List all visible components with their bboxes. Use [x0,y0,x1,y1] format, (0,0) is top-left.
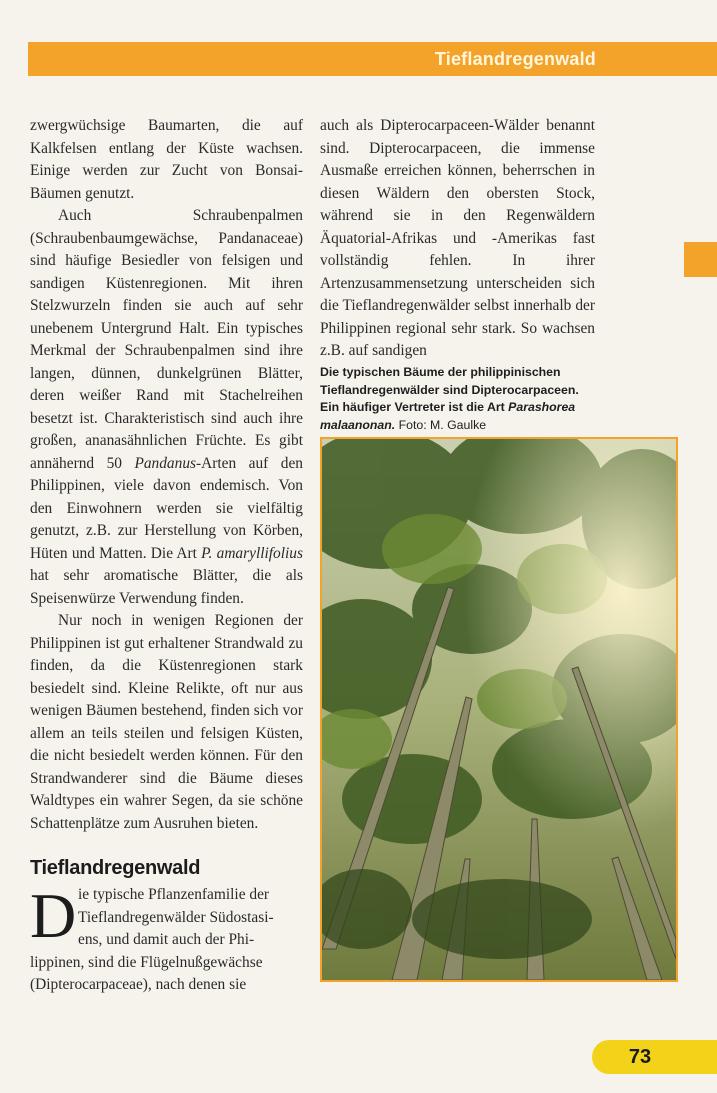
right-column [320,115,595,363]
text-line: Tieflandregenwälder Südostasi- [78,908,274,926]
left-column [30,115,303,835]
page-number: 73 [592,1040,688,1074]
photo-credit: Foto: M. Gaulke [395,417,487,432]
paragraph: zwergwüchsige Baumarten, die auf Kalkfelsen entlang der Küste wachsen. Einige werden zur Zucht von Bonsai-Bäumen genutzt. [30,117,303,202]
paragraph: Nur noch in wenigen Regionen der Philippinen ist gut erhaltener Strandwald zu finden, da die Küstenregionen stark besiedelt sind. Kleine Relikte, oft nur aus wenigen Bäumen bestehend, finden sich vor allem an teils steilen und felsigen Küsten, die nicht besiedelt werden können. Für den Strandwanderer sind die Bäume dieses Waldtypes ein wahrer Segen, da sie schöne Schattenplätze zum Ausruhen bieten. [30,612,303,832]
drop-cap: D [30,880,77,951]
section-body [30,880,303,997]
paragraph: Auch Schraubenpalmen (Schraubenbaumgewächse, Pandanaceae) sind häufige Besiedler von felsigen und sandigen Küstenregionen. Mit ihren Stelzwurzeln finden sie auch auf sehr unebenem Untergrund Halt. Ein typisches Merkmal der Schraubenpalmen sind ihre langen, dünnen, dunkelgrünen Blätter, deren weißer Rand mit Stachelreihen besetzt ist. Charakteristisch sind auch ihre großen, ananasähnlichen Früchte. Es gibt annähernd 50 Pandanus-Arten auf den Philippinen, viele davon endemisch. Von den Einwohnern werden sie vielfältig genutzt, z.B. zur Herstellung von Körben, Hüten und Matten. Die Art P. amaryllifolius hat sehr aromatische Blätter, die als Speisenwürze Verwendung finden. [30,207,303,607]
photo-caption [320,364,595,434]
header-bar [28,42,717,76]
text-line: (Dipterocarpaceae), nach denen sie [30,976,247,993]
section-heading: Tieflandregenwald [30,857,201,879]
forest-canopy-illustration [322,439,676,980]
running-header-title: Tieflandregenwald [434,49,596,69]
forest-photo [320,437,678,982]
chapter-side-tab [684,242,717,277]
paragraph: auch als Dipterocarpaceen-Wälder benannt sind. Dipterocarpaceen, die immense Ausmaße erreichen können, beherrschen in diesen Wäldern den obersten Stock, während sie in den Regenwäldern Äquatorial-Afrikas und -Amerikas fast vollständig fehlen. In ihrer Artenzusammensetzung unterscheiden sich die Tieflandregenwälder selbst innerhalb der Philippinen regional sehr stark. So wachsen z.B. auf sandigen [320,117,595,359]
text-line: ie typische Pflanzenfamilie der [78,886,270,903]
text-line: lippinen, sind die Flügelnußgewächse [30,953,263,971]
caption-species: Parashorea malaanonan. [320,400,576,432]
caption-text: Die typischen Bäume der philippinischen Tieflandregenwälder sind Dipterocarpaceen. Ein häufiger Vertreter ist die Art [320,365,579,414]
text-line: ens, und damit auch der Phi- [78,931,255,948]
